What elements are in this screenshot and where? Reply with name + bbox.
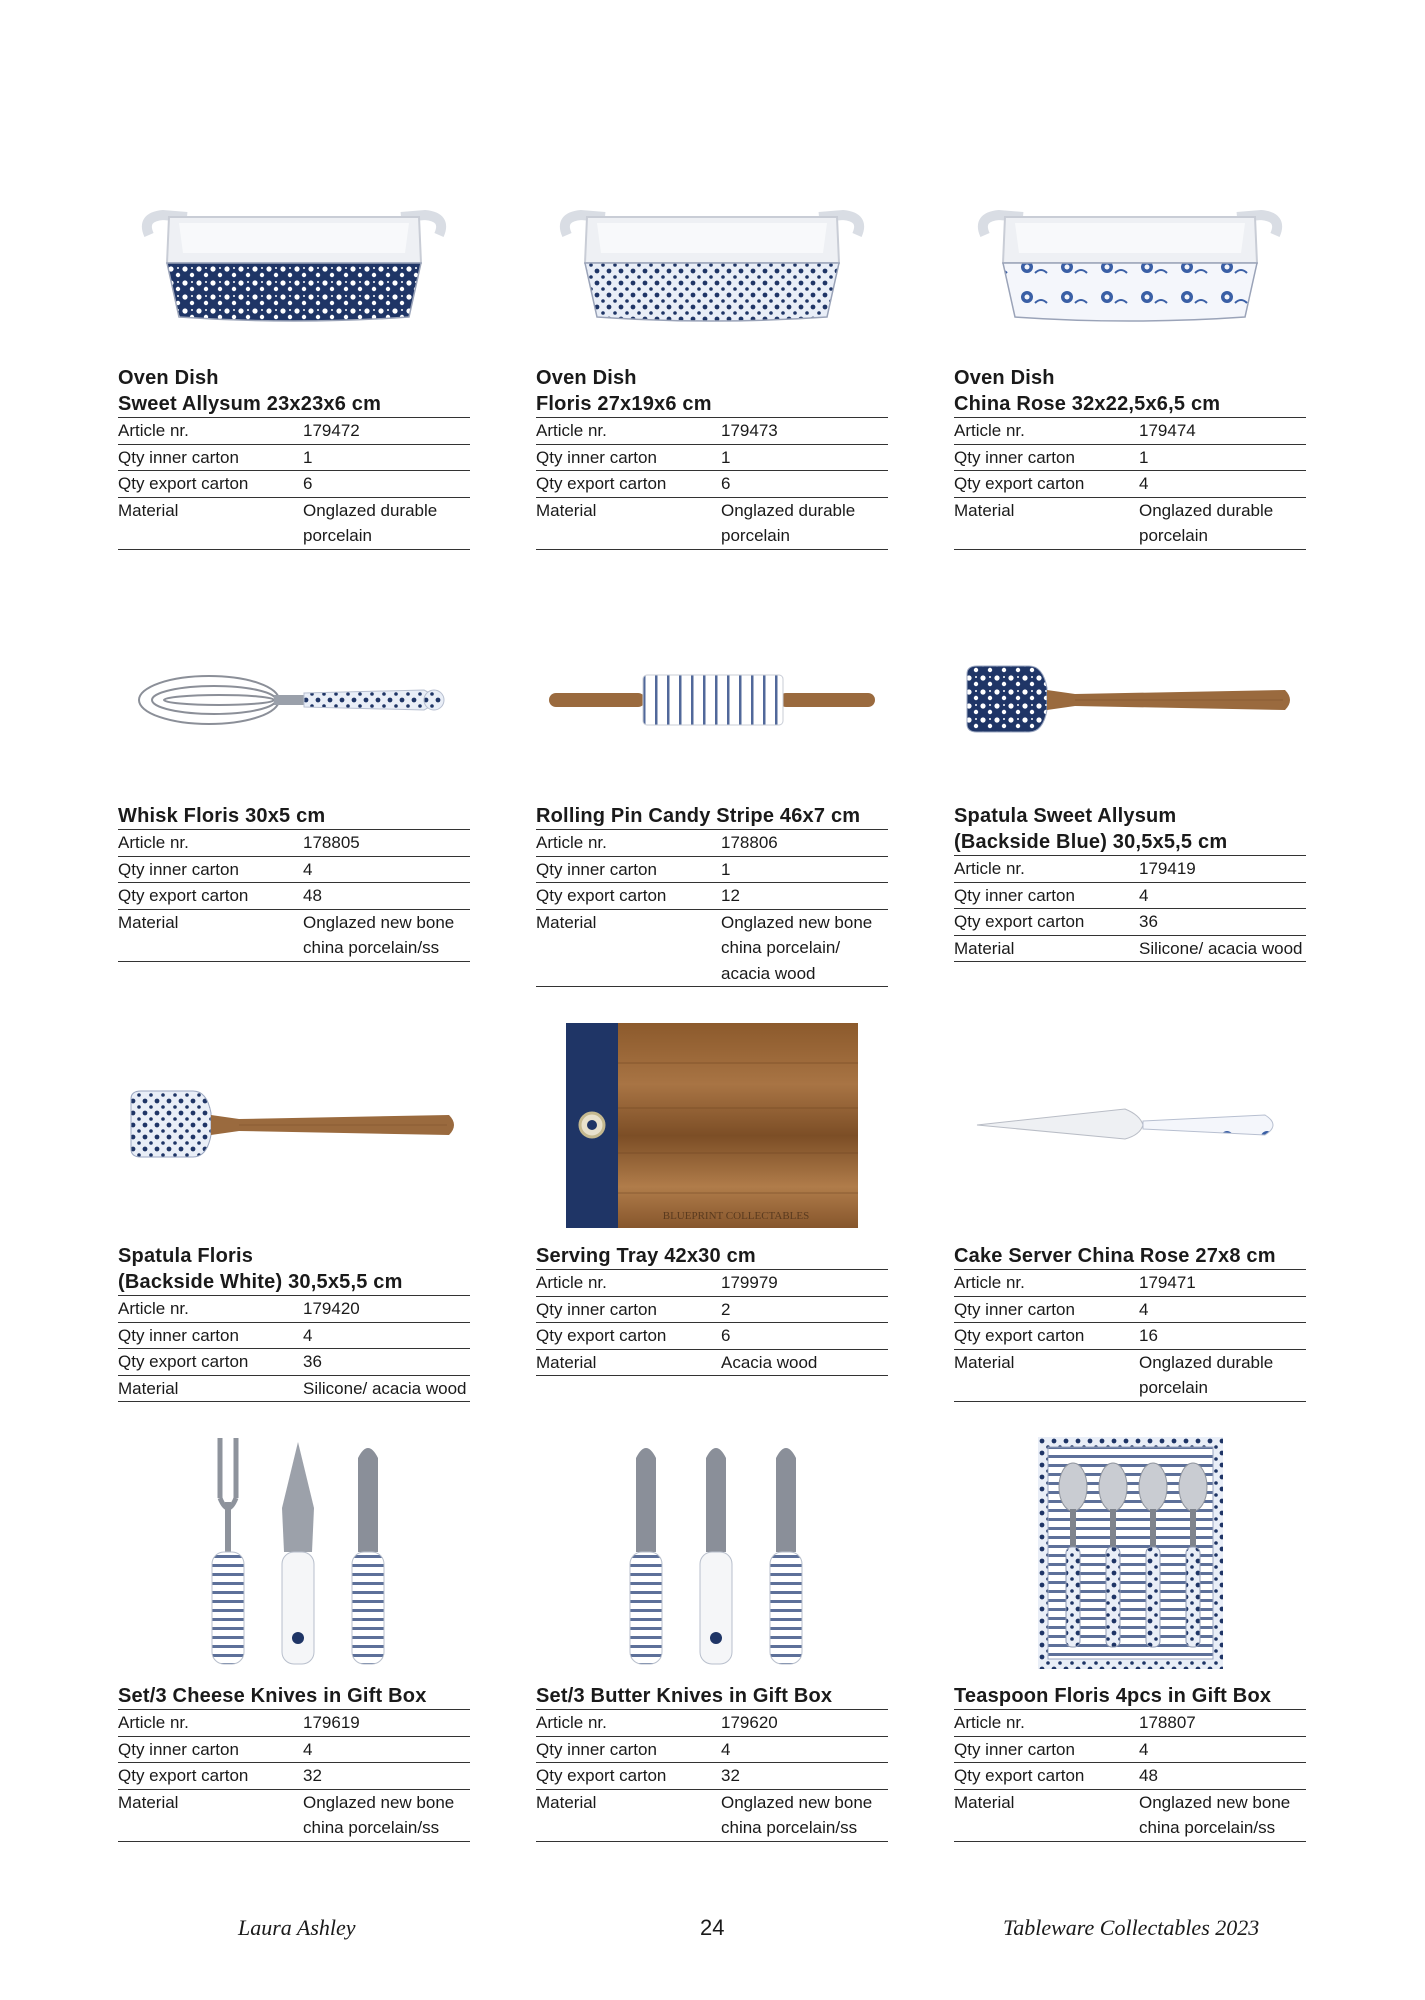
spec-label: Material (954, 938, 1015, 958)
teaspoon-box-illustration (1038, 1437, 1223, 1669)
spec-label: Article nr. (118, 1299, 189, 1318)
spec-row (118, 1349, 470, 1376)
product-card (536, 803, 888, 987)
spec-label: Qty export carton (954, 912, 1085, 931)
product-image (118, 1437, 470, 1669)
product-image (536, 1010, 888, 1240)
spec-table (536, 417, 888, 550)
spec-table (536, 1709, 888, 1842)
product-card (954, 1243, 1306, 1402)
product-card (118, 1243, 470, 1402)
product-title-line: Sweet Allysum 23x23x6 cm (118, 393, 382, 415)
spec-value: Silicone/ acacia wood (1139, 938, 1303, 958)
product-title-line: Oven Dish (954, 367, 1055, 389)
product-card (536, 365, 888, 550)
spec-label: Qty inner carton (118, 447, 239, 467)
spec-row (954, 856, 1306, 883)
product-image (118, 635, 470, 765)
spec-row (954, 445, 1306, 472)
spec-row (536, 830, 888, 857)
spec-label: Material (536, 500, 597, 520)
spec-value: Acacia wood (721, 1352, 818, 1372)
spec-value: 4 (303, 859, 313, 879)
product-image (536, 635, 888, 765)
spec-label: Qty inner carton (954, 447, 1075, 467)
spec-value: Onglazed new bone china porcelain/ss (303, 912, 455, 957)
product-title (118, 1683, 470, 1709)
spec-row (536, 1790, 888, 1842)
knife-set-illustration (174, 1438, 414, 1668)
spec-row (118, 883, 470, 910)
spec-value: 4 (1139, 474, 1149, 493)
spec-row (118, 1710, 470, 1737)
spec-label: Material (118, 912, 179, 932)
spec-value: 179979 (721, 1273, 778, 1292)
spec-label: Material (954, 500, 1015, 520)
spec-row (118, 830, 470, 857)
product-card (536, 1243, 888, 1376)
product-title-line: Oven Dish (536, 367, 637, 389)
spec-value: 4 (1139, 1299, 1149, 1319)
spec-row (954, 1270, 1306, 1297)
spec-row (536, 910, 888, 988)
spec-value: 179619 (303, 1713, 360, 1732)
spec-label: Qty inner carton (118, 1325, 239, 1345)
spec-row (954, 1710, 1306, 1737)
knife-set-illustration (592, 1438, 832, 1668)
product-image (954, 1010, 1306, 1240)
spec-row (536, 1763, 888, 1790)
spec-label: Qty inner carton (118, 859, 239, 879)
spec-label: Article nr. (954, 421, 1025, 440)
spec-value: 178807 (1139, 1713, 1196, 1732)
product-title (536, 1683, 888, 1709)
spec-label: Qty export carton (536, 886, 667, 905)
spec-row (118, 471, 470, 498)
product-title-line: Spatula Floris (118, 1245, 254, 1267)
spec-row (536, 857, 888, 884)
spec-label: Article nr. (118, 833, 189, 852)
spec-label: Qty inner carton (954, 885, 1075, 905)
spec-row (954, 1737, 1306, 1764)
spec-value: 179420 (303, 1299, 360, 1318)
spatula-illustration (965, 660, 1295, 740)
product-image (954, 1437, 1306, 1669)
spec-row (118, 1323, 470, 1350)
spec-label: Article nr. (954, 859, 1025, 878)
spec-row (118, 1763, 470, 1790)
spec-value: 36 (1139, 912, 1158, 931)
spec-value: 6 (721, 1326, 731, 1345)
spec-label: Article nr. (536, 1713, 607, 1732)
product-title (118, 1243, 470, 1295)
oven-dish-illustration (139, 195, 449, 325)
spec-row (954, 1350, 1306, 1402)
spec-value: Onglazed new bone china porcelain/ acacia wood (721, 912, 873, 983)
product-title (954, 1683, 1306, 1709)
spec-label: Qty export carton (536, 1326, 667, 1345)
product-card (118, 803, 470, 962)
spec-row (536, 1737, 888, 1764)
spatula-illustration (129, 1085, 459, 1165)
spec-row (536, 445, 888, 472)
spec-value: 179620 (721, 1713, 778, 1732)
spec-value: 179419 (1139, 859, 1196, 878)
spec-row (954, 936, 1306, 963)
spec-value: 1 (721, 859, 731, 879)
spec-value: 178805 (303, 833, 360, 852)
spec-table (954, 417, 1306, 550)
spec-label: Material (536, 912, 597, 932)
spec-label: Article nr. (954, 1273, 1025, 1292)
product-title-line: Whisk Floris 30x5 cm (118, 805, 326, 827)
spec-value: Onglazed durable porcelain (1139, 1352, 1274, 1397)
product-title (118, 803, 470, 829)
spec-value: 179474 (1139, 421, 1196, 440)
spec-value: 6 (303, 474, 313, 493)
product-image (954, 635, 1306, 765)
whisk-illustration (134, 660, 454, 740)
spec-row (118, 1376, 470, 1403)
product-card (118, 1683, 470, 1842)
product-title-line: Spatula Sweet Allysum (954, 805, 1177, 827)
spec-table (954, 855, 1306, 962)
spec-value: 178806 (721, 833, 778, 852)
product-image (536, 185, 888, 335)
spec-label: Material (954, 1352, 1015, 1372)
serving-tray-illustration (566, 1023, 858, 1228)
spec-row (536, 1710, 888, 1737)
spec-value: 6 (721, 474, 731, 493)
spec-value: 179471 (1139, 1273, 1196, 1292)
spec-row (536, 1270, 888, 1297)
spec-row (118, 498, 470, 550)
spec-row (954, 1323, 1306, 1350)
spec-row (118, 857, 470, 884)
product-title (954, 1243, 1306, 1269)
product-title-line: (Backside White) 30,5x5,5 cm (118, 1271, 403, 1293)
spec-row (536, 883, 888, 910)
spec-label: Qty export carton (118, 886, 249, 905)
spec-value: 2 (721, 1299, 731, 1319)
spec-label: Qty export carton (536, 1766, 667, 1785)
product-card (954, 803, 1306, 962)
spec-label: Article nr. (536, 833, 607, 852)
spec-row (118, 1296, 470, 1323)
spec-value: 48 (1139, 1766, 1158, 1785)
product-title-line: Floris 27x19x6 cm (536, 393, 712, 415)
spec-row (536, 498, 888, 550)
product-title (954, 365, 1306, 417)
spec-row (536, 1297, 888, 1324)
spec-row (954, 1790, 1306, 1842)
product-image (954, 185, 1306, 335)
spec-label: Qty export carton (954, 1326, 1085, 1345)
product-card (954, 1683, 1306, 1842)
product-card (536, 1683, 888, 1842)
spec-value: Onglazed new bone china porcelain/ss (721, 1792, 873, 1837)
product-title-line: (Backside Blue) 30,5x5,5 cm (954, 831, 1228, 853)
spec-table (118, 1709, 470, 1842)
spec-label: Qty inner carton (954, 1299, 1075, 1319)
spec-row (536, 1323, 888, 1350)
spec-label: Material (536, 1352, 597, 1372)
spec-label: Material (954, 1792, 1015, 1812)
spec-row (536, 1350, 888, 1377)
cake-server-illustration (975, 1095, 1285, 1155)
spec-label: Qty inner carton (118, 1739, 239, 1759)
spec-label: Qty export carton (536, 474, 667, 493)
product-title (954, 803, 1306, 855)
spec-table (954, 1709, 1306, 1842)
product-title (536, 1243, 888, 1269)
spec-label: Qty export carton (954, 474, 1085, 493)
spec-value: 179473 (721, 421, 778, 440)
spec-table (118, 829, 470, 962)
spec-value: 179472 (303, 421, 360, 440)
spec-row (118, 1737, 470, 1764)
spec-row (954, 471, 1306, 498)
spec-value: 1 (721, 447, 731, 467)
product-image (118, 1010, 470, 1240)
spec-value: 48 (303, 886, 322, 905)
rolling-pin-illustration (547, 665, 877, 735)
spec-value: Onglazed durable porcelain (1139, 500, 1274, 545)
spec-label: Qty inner carton (536, 447, 657, 467)
spec-value: 36 (303, 1352, 322, 1371)
product-image (118, 185, 470, 335)
spec-value: Onglazed durable porcelain (721, 500, 856, 545)
spec-label: Qty inner carton (536, 859, 657, 879)
oven-dish-illustration (557, 195, 867, 325)
spec-label: Qty inner carton (954, 1739, 1075, 1759)
product-title (118, 365, 470, 417)
spec-row (954, 1763, 1306, 1790)
spec-row (954, 418, 1306, 445)
product-image (536, 1437, 888, 1669)
product-title (536, 803, 888, 829)
product-title-line: Oven Dish (118, 367, 219, 389)
spec-value: 4 (721, 1739, 731, 1759)
spec-label: Qty inner carton (536, 1299, 657, 1319)
spec-label: Article nr. (536, 421, 607, 440)
spec-row (118, 445, 470, 472)
spec-value: Silicone/ acacia wood (303, 1378, 467, 1398)
spec-table (118, 417, 470, 550)
product-title-line: Rolling Pin Candy Stripe 46x7 cm (536, 805, 861, 827)
spec-row (118, 910, 470, 962)
spec-label: Article nr. (118, 1713, 189, 1732)
spec-table (954, 1269, 1306, 1402)
spec-label: Qty inner carton (536, 1739, 657, 1759)
spec-row (118, 418, 470, 445)
spec-label: Qty export carton (118, 474, 249, 493)
product-title-line: Set/3 Cheese Knives in Gift Box (118, 1685, 427, 1707)
spec-row (954, 883, 1306, 910)
spec-value: Onglazed durable porcelain (303, 500, 438, 545)
spec-value: 12 (721, 886, 740, 905)
tray-brand-text: BLUEPRINT COLLECTABLES (662, 1209, 810, 1222)
product-title-line: Cake Server China Rose 27x8 cm (954, 1245, 1276, 1267)
product-title-line: Set/3 Butter Knives in Gift Box (536, 1685, 833, 1707)
spec-value: 4 (1139, 1739, 1149, 1759)
product-title (536, 365, 888, 417)
spec-label: Article nr. (536, 1273, 607, 1292)
spec-value: 4 (1139, 885, 1149, 905)
product-card (118, 365, 470, 550)
footer-catalog: Tableware Collectables 2023 (1003, 1915, 1260, 1940)
spec-value: 16 (1139, 1326, 1158, 1345)
spec-label: Qty export carton (118, 1352, 249, 1371)
spec-row (954, 909, 1306, 936)
spec-value: 1 (303, 447, 313, 467)
spec-value: Onglazed new bone china porcelain/ss (1139, 1792, 1291, 1837)
spec-value: 32 (303, 1766, 322, 1785)
spec-label: Article nr. (954, 1713, 1025, 1732)
oven-dish-illustration (975, 195, 1285, 325)
spec-label: Material (118, 1792, 179, 1812)
spec-value: 32 (721, 1766, 740, 1785)
spec-value: 4 (303, 1325, 313, 1345)
product-title-line: China Rose 32x22,5x6,5 cm (954, 393, 1221, 415)
product-title-line: Serving Tray 42x30 cm (536, 1245, 756, 1267)
spec-label: Qty export carton (118, 1766, 249, 1785)
footer-brand: Laura Ashley (238, 1915, 356, 1940)
spec-row (954, 498, 1306, 550)
spec-label: Qty export carton (954, 1766, 1085, 1785)
spec-row (536, 418, 888, 445)
spec-value: Onglazed new bone china porcelain/ss (303, 1792, 455, 1837)
spec-table (536, 1269, 888, 1376)
spec-row (536, 471, 888, 498)
spec-row (118, 1790, 470, 1842)
spec-value: 4 (303, 1739, 313, 1759)
spec-row (954, 1297, 1306, 1324)
spec-table (118, 1295, 470, 1402)
page-number: 24 (700, 1915, 725, 1940)
spec-label: Material (536, 1792, 597, 1812)
product-card (954, 365, 1306, 550)
spec-table (536, 829, 888, 987)
spec-label: Material (118, 500, 179, 520)
spec-label: Article nr. (118, 421, 189, 440)
product-title-line: Teaspoon Floris 4pcs in Gift Box (954, 1685, 1272, 1707)
spec-value: 1 (1139, 447, 1149, 467)
spec-label: Material (118, 1378, 179, 1398)
